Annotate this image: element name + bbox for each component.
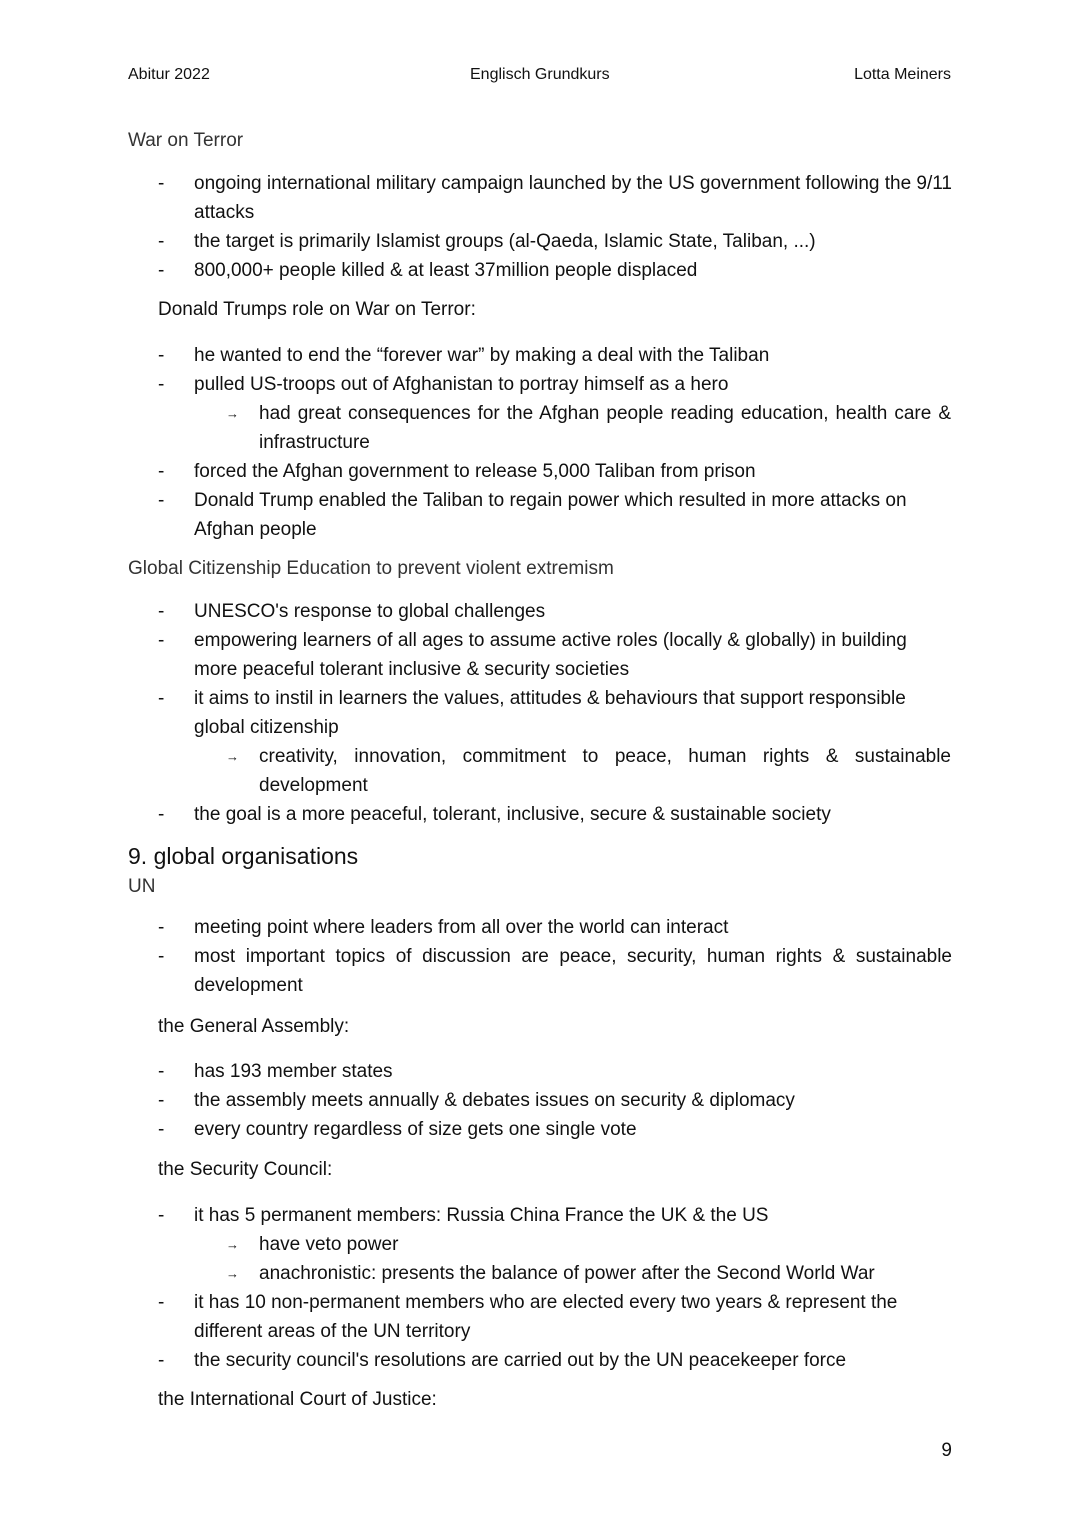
- list-item: - it has 5 permanent members: Russia China France the UK & the US: [158, 1201, 952, 1230]
- arrow-sub-item: → anachronistic: presents the balance of power after the Second World War: [158, 1259, 951, 1288]
- general-assembly-list: [158, 1057, 952, 1144]
- list-item: - pulled US-troops out of Afghanistan to portray himself as a hero: [158, 370, 952, 399]
- arrow-sub-item: → have veto power: [158, 1230, 951, 1259]
- security-council-heading: the Security Council:: [158, 1159, 333, 1180]
- list-item: - most important topics of discussion are peace, security, human rights & sustainable development: [158, 942, 952, 1000]
- war-on-terror-list: [158, 169, 952, 285]
- gce-list: [158, 597, 952, 829]
- header-right: Lotta Meiners: [854, 66, 951, 83]
- list-item: - ongoing international military campaign launched by the US government following the 9/11 attacks: [158, 169, 952, 227]
- list-item: - the assembly meets annually & debates issues on security & diplomacy: [158, 1086, 952, 1115]
- trump-role-list: [158, 341, 952, 544]
- un-label: UN: [128, 876, 156, 897]
- war-on-terror-heading: War on Terror: [128, 130, 244, 151]
- page-number: 9: [941, 1440, 952, 1461]
- list-item: - 800,000+ people killed & at least 37million people displaced: [158, 256, 952, 285]
- list-item: - it aims to instil in learners the values, attitudes & behaviours that support responsible global citizenship: [158, 684, 952, 742]
- general-assembly-heading: the General Assembly:: [158, 1016, 350, 1037]
- header-center: Englisch Grundkurs: [470, 66, 610, 83]
- list-item: - Donald Trump enabled the Taliban to regain power which resulted in more attacks on Afghan people: [158, 486, 952, 544]
- arrow-sub-item: → had great consequences for the Afghan people reading education, health care & infrastructure: [158, 399, 951, 457]
- trump-role-heading: Donald Trumps role on War on Terror:: [158, 299, 476, 320]
- list-item: - has 193 member states: [158, 1057, 952, 1086]
- list-item: - the security council's resolutions are carried out by the UN peacekeeper force: [158, 1346, 952, 1375]
- list-item: - empowering learners of all ages to assume active roles (locally & globally) in building more peaceful tolerant inclusive & security societies: [158, 626, 952, 684]
- list-item: - UNESCO's response to global challenges: [158, 597, 952, 626]
- list-item: - meeting point where leaders from all over the world can interact: [158, 913, 952, 942]
- un-list: [158, 913, 952, 1000]
- list-item: - the target is primarily Islamist groups (al-Qaeda, Islamic State, Taliban, ...): [158, 227, 952, 256]
- gce-heading: Global Citizenship Education to prevent violent extremism: [128, 558, 614, 579]
- list-item: - it has 10 non-permanent members who are elected every two years & represent the different areas of the UN territory: [158, 1288, 952, 1346]
- section-title: 9. global organisations: [128, 843, 359, 869]
- icj-heading: the International Court of Justice:: [158, 1389, 437, 1410]
- list-item: - the goal is a more peaceful, tolerant, inclusive, secure & sustainable society: [158, 800, 952, 829]
- list-item: - forced the Afghan government to release 5,000 Taliban from prison: [158, 457, 952, 486]
- list-item: - he wanted to end the “forever war” by making a deal with the Taliban: [158, 341, 952, 370]
- header-left: Abitur 2022: [128, 66, 210, 83]
- security-council-list: [158, 1201, 952, 1375]
- arrow-sub-item: → creativity, innovation, commitment to peace, human rights & sustainable development: [158, 742, 951, 800]
- list-item: - every country regardless of size gets one single vote: [158, 1115, 952, 1144]
